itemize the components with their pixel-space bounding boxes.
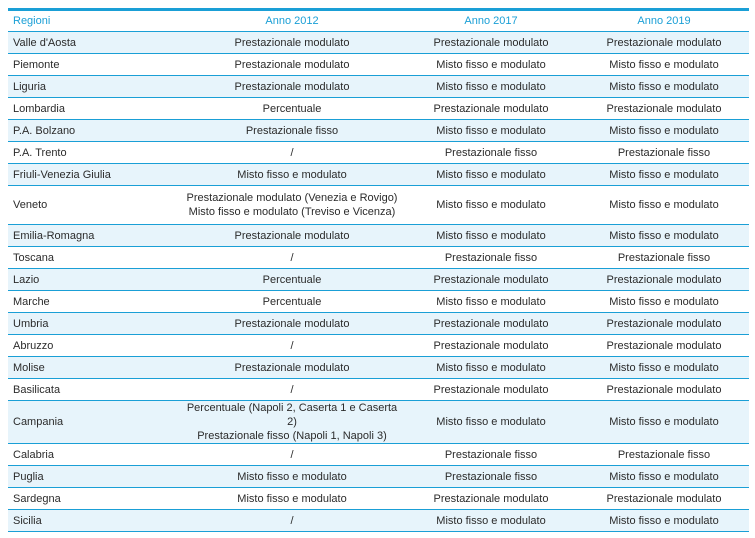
regime-cell: Prestazionale fisso xyxy=(579,142,749,164)
regime-cell: Prestazionale modulato xyxy=(403,32,579,54)
regime-cell: Prestazionale modulato xyxy=(181,76,403,98)
regime-cell: / xyxy=(181,335,403,357)
table-row xyxy=(8,291,749,313)
header-anno-2012: Anno 2012 xyxy=(181,11,403,32)
regime-cell: Prestazionale modulato xyxy=(579,335,749,357)
regime-cell: Prestazionale modulato xyxy=(579,98,749,120)
regime-cell: Prestazionale fisso xyxy=(181,120,403,142)
header-row xyxy=(8,11,749,32)
table-row xyxy=(8,401,749,444)
region-name-cell: Liguria xyxy=(8,76,181,98)
region-name-cell: Umbria xyxy=(8,313,181,335)
regime-cell: Prestazionale fisso xyxy=(403,247,579,269)
header-regioni: Regioni xyxy=(8,11,181,32)
region-name-cell: Veneto xyxy=(8,186,181,225)
region-name-cell: Marche xyxy=(8,291,181,313)
regime-cell: Prestazionale modulato xyxy=(181,54,403,76)
table-row xyxy=(8,142,749,164)
region-name-cell: Sardegna xyxy=(8,488,181,510)
table-body xyxy=(8,32,749,532)
region-name-cell: P.A. Bolzano xyxy=(8,120,181,142)
regime-cell: Prestazionale modulato xyxy=(579,313,749,335)
regime-cell: / xyxy=(181,247,403,269)
region-name-cell: Friuli-Venezia Giulia xyxy=(8,164,181,186)
regime-cell: Percentuale xyxy=(181,269,403,291)
regime-cell xyxy=(181,186,403,225)
regime-cell: Misto fisso e modulato xyxy=(579,76,749,98)
table-row xyxy=(8,98,749,120)
table-row xyxy=(8,76,749,98)
regions-table-container xyxy=(8,8,749,532)
regime-line: Misto fisso e modulato (Treviso e Vicenza) xyxy=(188,206,396,218)
region-name-cell: Lombardia xyxy=(8,98,181,120)
regime-cell: Prestazionale modulato xyxy=(579,488,749,510)
regime-cell: Misto fisso e modulato xyxy=(181,466,403,488)
regime-cell: Misto fisso e modulato xyxy=(403,291,579,313)
regime-cell: / xyxy=(181,444,403,466)
region-name-cell: Piemonte xyxy=(8,54,181,76)
regime-cell: Misto fisso e modulato xyxy=(403,186,579,225)
regime-cell: Prestazionale fisso xyxy=(403,466,579,488)
regime-cell: Misto fisso e modulato xyxy=(403,164,579,186)
regime-cell: Misto fisso e modulato xyxy=(403,54,579,76)
table-row xyxy=(8,466,749,488)
regime-cell: Prestazionale modulato xyxy=(579,269,749,291)
regime-cell: / xyxy=(181,510,403,532)
regime-cell: Misto fisso e modulato xyxy=(579,291,749,313)
regime-cell: Misto fisso e modulato xyxy=(579,54,749,76)
regime-cell: Misto fisso e modulato xyxy=(403,357,579,379)
regime-line: Prestazionale fisso (Napoli 1, Napoli 3) xyxy=(197,430,387,442)
table-row xyxy=(8,357,749,379)
regime-cell: Misto fisso e modulato xyxy=(579,120,749,142)
region-name-cell: Campania xyxy=(8,401,181,444)
table-row xyxy=(8,335,749,357)
region-name-cell: Lazio xyxy=(8,269,181,291)
region-name-cell: Puglia xyxy=(8,466,181,488)
regime-cell: Misto fisso e modulato xyxy=(579,225,749,247)
regime-cell: Misto fisso e modulato xyxy=(579,357,749,379)
regime-cell: Misto fisso e modulato xyxy=(403,225,579,247)
table-row xyxy=(8,313,749,335)
regime-line: Percentuale (Napoli 2, Caserta 1 e Caserta 2) xyxy=(186,402,398,428)
regime-cell: Prestazionale modulato xyxy=(181,313,403,335)
regime-cell: Prestazionale fisso xyxy=(579,247,749,269)
regime-cell: Prestazionale fisso xyxy=(579,444,749,466)
regime-cell: Prestazionale modulato xyxy=(181,357,403,379)
regime-cell: Percentuale xyxy=(181,98,403,120)
regime-cell: Prestazionale modulato xyxy=(403,269,579,291)
regime-cell: Prestazionale modulato xyxy=(403,313,579,335)
regime-line: Prestazionale modulato (Venezia e Rovigo) xyxy=(186,192,398,204)
regime-cell: Prestazionale modulato xyxy=(579,32,749,54)
region-name-cell: Sicilia xyxy=(8,510,181,532)
regime-cell: / xyxy=(181,379,403,401)
regime-cell: Prestazionale modulato xyxy=(403,488,579,510)
header-anno-2019: Anno 2019 xyxy=(579,11,749,32)
regime-cell: Prestazionale modulato xyxy=(403,335,579,357)
regime-cell: Prestazionale modulato xyxy=(403,98,579,120)
regime-cell: / xyxy=(181,142,403,164)
region-name-cell: Basilicata xyxy=(8,379,181,401)
table-row xyxy=(8,247,749,269)
regime-cell: Misto fisso e modulato xyxy=(579,510,749,532)
table-row xyxy=(8,54,749,76)
table-row xyxy=(8,379,749,401)
region-name-cell: Abruzzo xyxy=(8,335,181,357)
regions-table xyxy=(8,11,749,532)
table-header xyxy=(8,11,749,32)
region-name-cell: P.A. Trento xyxy=(8,142,181,164)
region-name-cell: Emilia-Romagna xyxy=(8,225,181,247)
table-row xyxy=(8,164,749,186)
table-row xyxy=(8,186,749,225)
table-row xyxy=(8,269,749,291)
table-row xyxy=(8,510,749,532)
regime-cell: Misto fisso e modulato xyxy=(403,510,579,532)
regime-cell: Misto fisso e modulato xyxy=(181,488,403,510)
regime-cell: Prestazionale modulato xyxy=(403,379,579,401)
table-row xyxy=(8,32,749,54)
regime-cell: Misto fisso e modulato xyxy=(579,164,749,186)
regime-cell: Prestazionale fisso xyxy=(403,444,579,466)
table-row xyxy=(8,488,749,510)
regime-cell: Prestazionale modulato xyxy=(579,379,749,401)
regime-cell: Misto fisso e modulato xyxy=(403,120,579,142)
table-row xyxy=(8,120,749,142)
table-row xyxy=(8,444,749,466)
regime-cell: Prestazionale modulato xyxy=(181,32,403,54)
regime-cell: Percentuale xyxy=(181,291,403,313)
regime-cell: Misto fisso e modulato xyxy=(579,466,749,488)
regime-cell: Misto fisso e modulato xyxy=(181,164,403,186)
regime-cell: Misto fisso e modulato xyxy=(403,76,579,98)
region-name-cell: Valle d'Aosta xyxy=(8,32,181,54)
region-name-cell: Calabria xyxy=(8,444,181,466)
regime-cell xyxy=(181,401,403,444)
regime-cell: Prestazionale modulato xyxy=(181,225,403,247)
regime-cell: Prestazionale fisso xyxy=(403,142,579,164)
table-row xyxy=(8,225,749,247)
regime-cell: Misto fisso e modulato xyxy=(579,401,749,444)
region-name-cell: Toscana xyxy=(8,247,181,269)
regime-cell: Misto fisso e modulato xyxy=(403,401,579,444)
region-name-cell: Molise xyxy=(8,357,181,379)
header-anno-2017: Anno 2017 xyxy=(403,11,579,32)
regime-cell: Misto fisso e modulato xyxy=(579,186,749,225)
